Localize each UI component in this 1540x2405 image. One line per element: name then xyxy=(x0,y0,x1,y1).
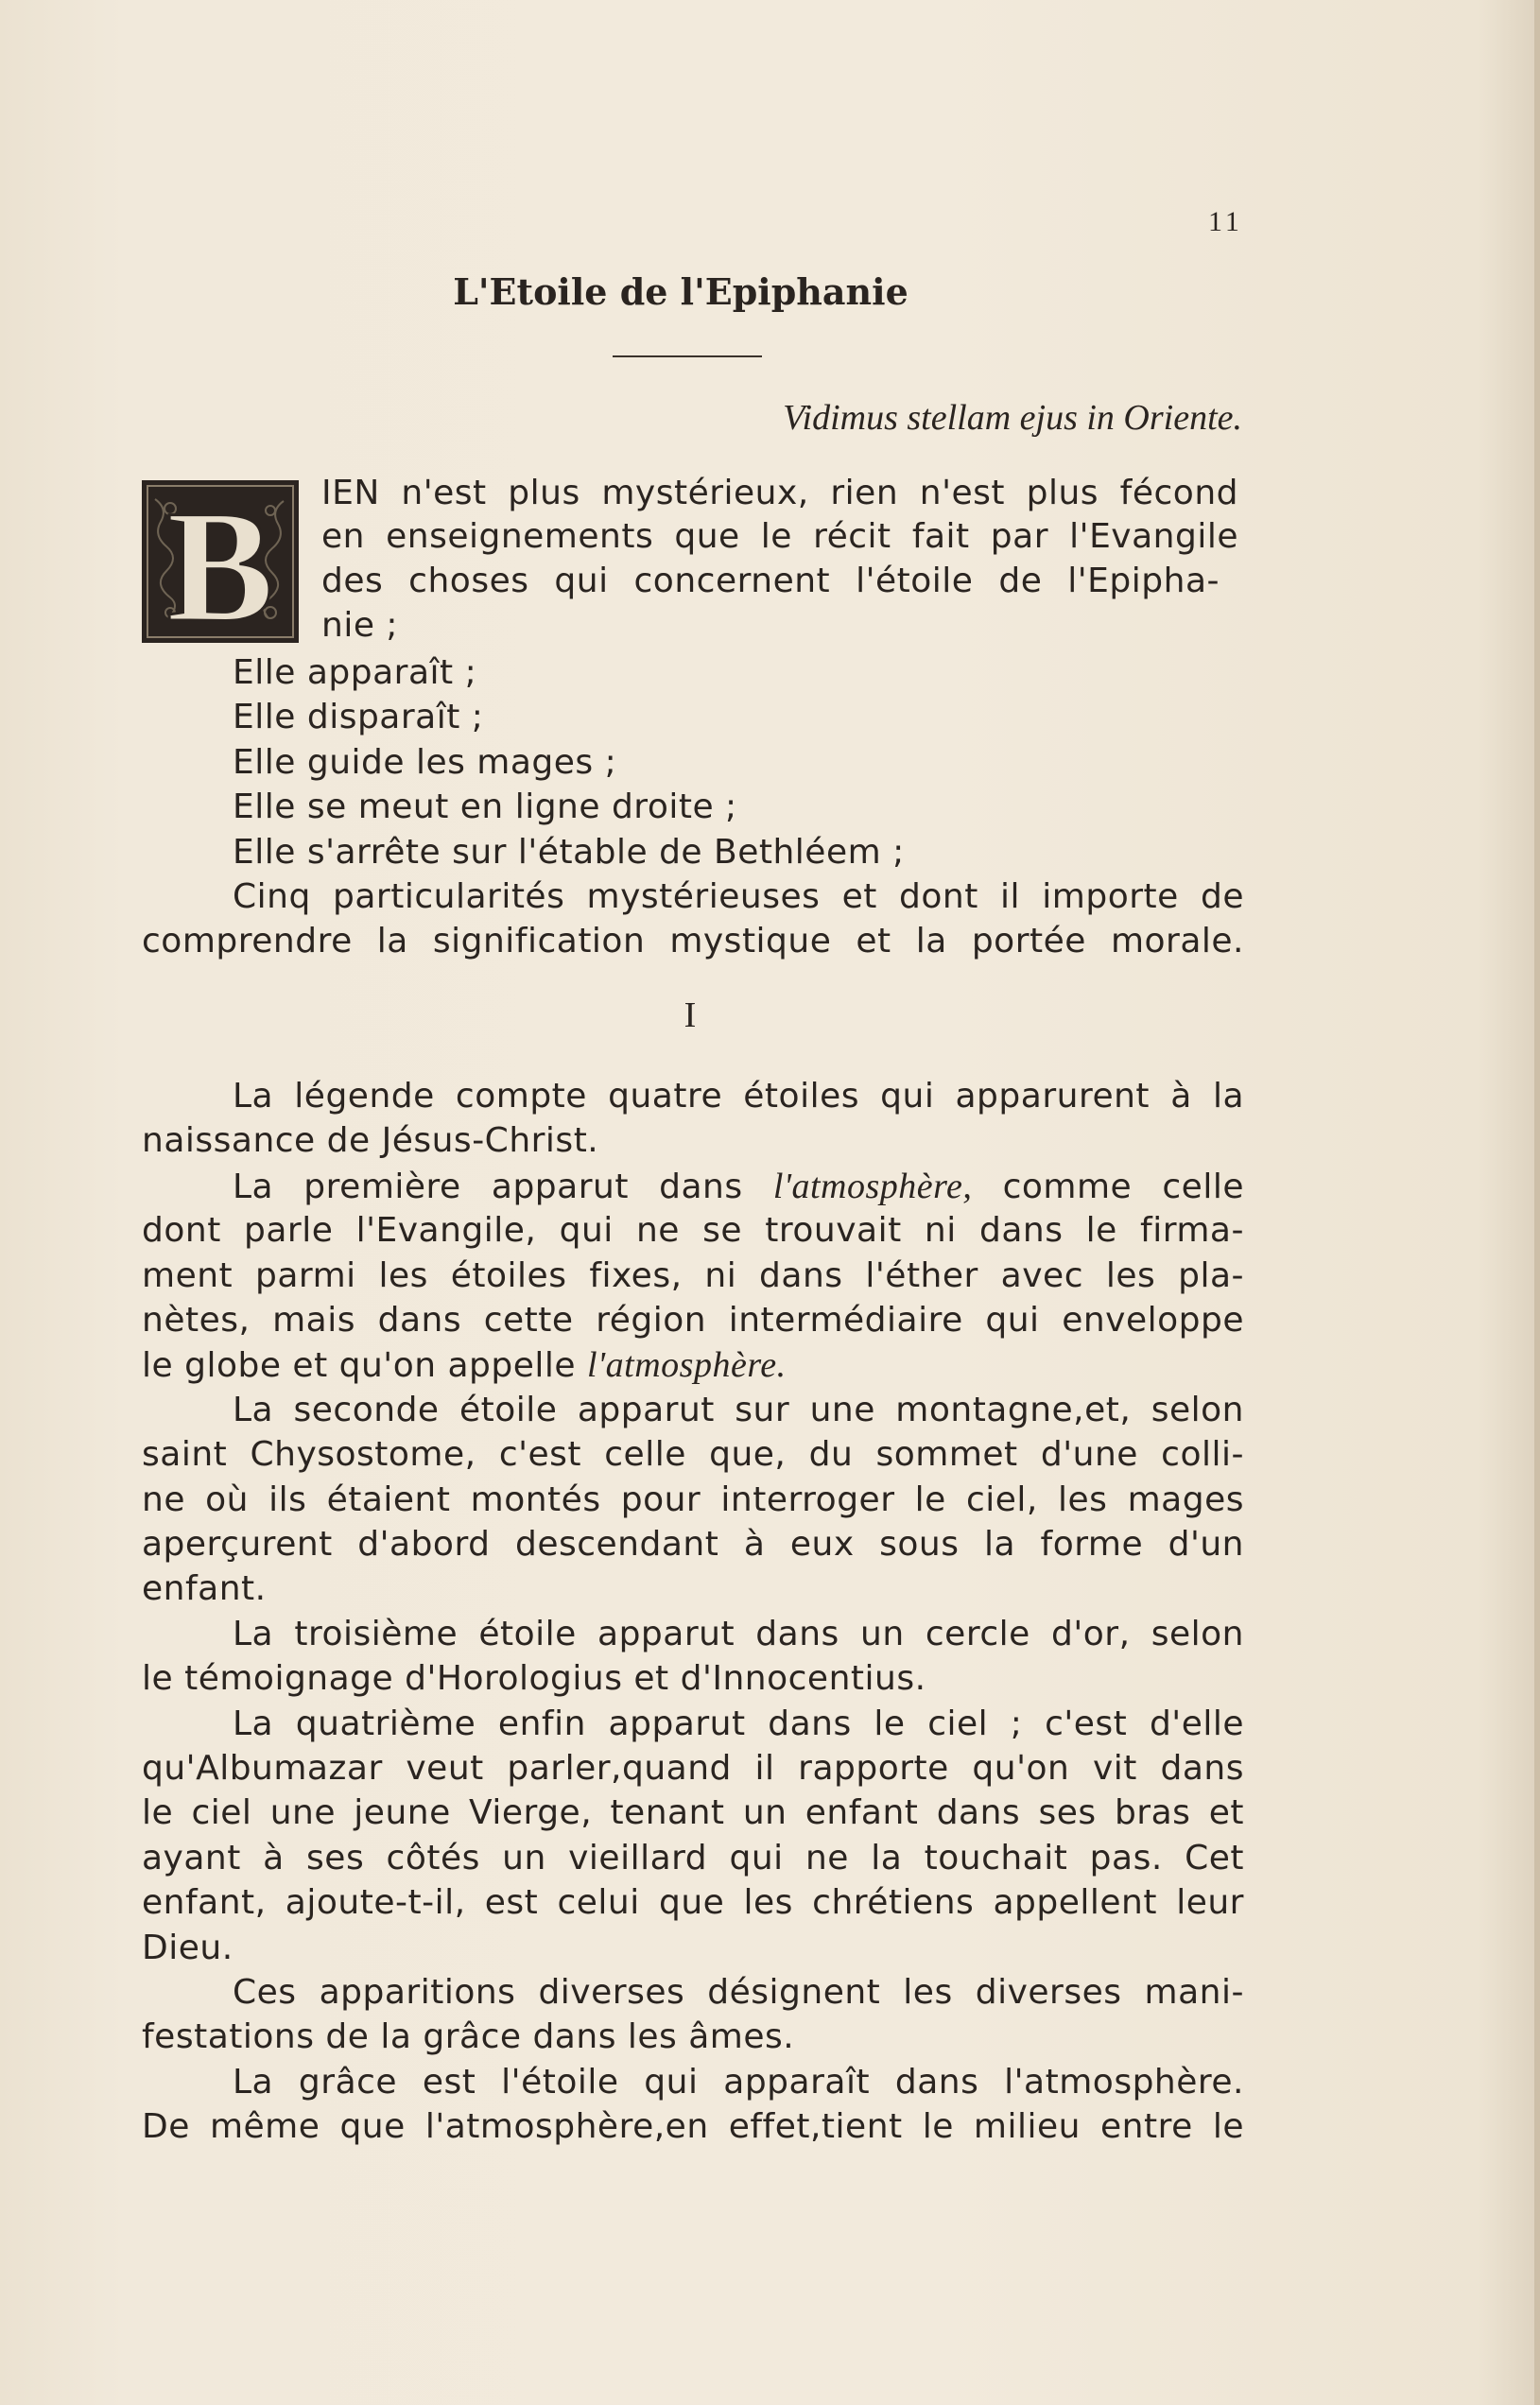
dropcap-letter: B xyxy=(166,480,274,643)
list-item: Elle s'arrête sur l'étable de Bethléem ; xyxy=(233,833,905,872)
text-line: IEN n'est plus mystérieux, rien n'est plus fécond xyxy=(321,474,1238,512)
italic-term: l'atmosphère, xyxy=(772,1167,973,1206)
text-line: ne où ils étaient montés pour interroger le ciel, les mages xyxy=(142,1480,1244,1519)
text-line: Cinq particularités mystérieuses et dont il importe de xyxy=(233,877,1244,916)
text-line: festations de la grâce dans les âmes. xyxy=(142,2017,795,2056)
text-span: le globe et qu'on appelle xyxy=(142,1346,587,1385)
text-line: La seconde étoile apparut sur une montagne,et, selon xyxy=(233,1391,1244,1429)
list-item: Elle se meut en ligne droite ; xyxy=(233,787,737,826)
text-span: comme celle xyxy=(972,1168,1244,1206)
text-line: ayant à ses côtés un vieillard qui ne la touchait pas. Cet xyxy=(142,1839,1244,1877)
page-edge xyxy=(1534,0,1540,2405)
text-line: De même que l'atmosphère,en effet,tient le milieu entre le xyxy=(142,2107,1244,2146)
text-line: le témoignage d'Horologius et d'Innocentius. xyxy=(142,1659,926,1698)
text-line: comprendre la signification mystique et la portée morale. xyxy=(142,922,1244,960)
text-line: nètes, mais dans cette région intermédiaire qui enveloppe xyxy=(142,1301,1244,1340)
text-line: en enseignements que le récit fait par l'Evangile xyxy=(321,517,1238,556)
text-line: La légende compte quatre étoiles qui apparurent à la xyxy=(233,1077,1244,1116)
list-item: Elle guide les mages ; xyxy=(233,743,617,782)
title-rule xyxy=(613,355,762,357)
text-line: enfant. xyxy=(142,1569,267,1608)
text-line: La grâce est l'étoile qui apparaît dans l'atmosphère. xyxy=(233,2063,1244,2102)
text-line: La quatrième enfin apparut dans le ciel ; c'est d'elle xyxy=(233,1704,1244,1743)
text-line: des choses qui concernent l'étoile de l'Epipha- xyxy=(321,562,1220,600)
text-line xyxy=(142,1344,787,1387)
chapter-title: L'Etoile de l'Epiphanie xyxy=(453,270,908,313)
text-line: dont parle l'Evangile, qui ne se trouvait ni dans le firma- xyxy=(142,1211,1244,1250)
text-line: Dieu. xyxy=(142,1929,234,1967)
text-line: le ciel une jeune Vierge, tenant un enfant dans ses bras et xyxy=(142,1793,1244,1832)
text-line: saint Chysostome, c'est celle que, du sommet d'une colli- xyxy=(142,1435,1244,1474)
text-line: enfant, ajoute-t-il, est celui que les chrétiens appellent leur xyxy=(142,1883,1244,1922)
text-line: Ces apparitions diverses désignent les diverses mani- xyxy=(233,1973,1244,2012)
page-number: 11 xyxy=(1208,206,1243,237)
section-number: I xyxy=(683,995,697,1035)
italic-term: l'atmosphère. xyxy=(586,1345,787,1385)
text-line: La troisième étoile apparut dans un cercle d'or, selon xyxy=(233,1615,1244,1653)
text-line xyxy=(233,1166,1244,1208)
text-line: qu'Albumazar veut parler,quand il rapporte qu'on vit dans xyxy=(142,1749,1244,1788)
text-span: La première apparut dans xyxy=(233,1168,773,1206)
text-line: naissance de Jésus-Christ. xyxy=(142,1121,599,1160)
epigraph: Vidimus stellam ejus in Oriente. xyxy=(783,398,1242,438)
text-line: aperçurent d'abord descendant à eux sous la forme d'un xyxy=(142,1525,1244,1564)
text-line: ment parmi les étoiles fixes, ni dans l'éther avec les pla- xyxy=(142,1256,1244,1295)
list-item: Elle disparaît ; xyxy=(233,698,484,736)
dropcap-ornament xyxy=(142,480,299,643)
text-line: nie ; xyxy=(321,606,399,645)
list-item: Elle apparaît ; xyxy=(233,653,477,692)
